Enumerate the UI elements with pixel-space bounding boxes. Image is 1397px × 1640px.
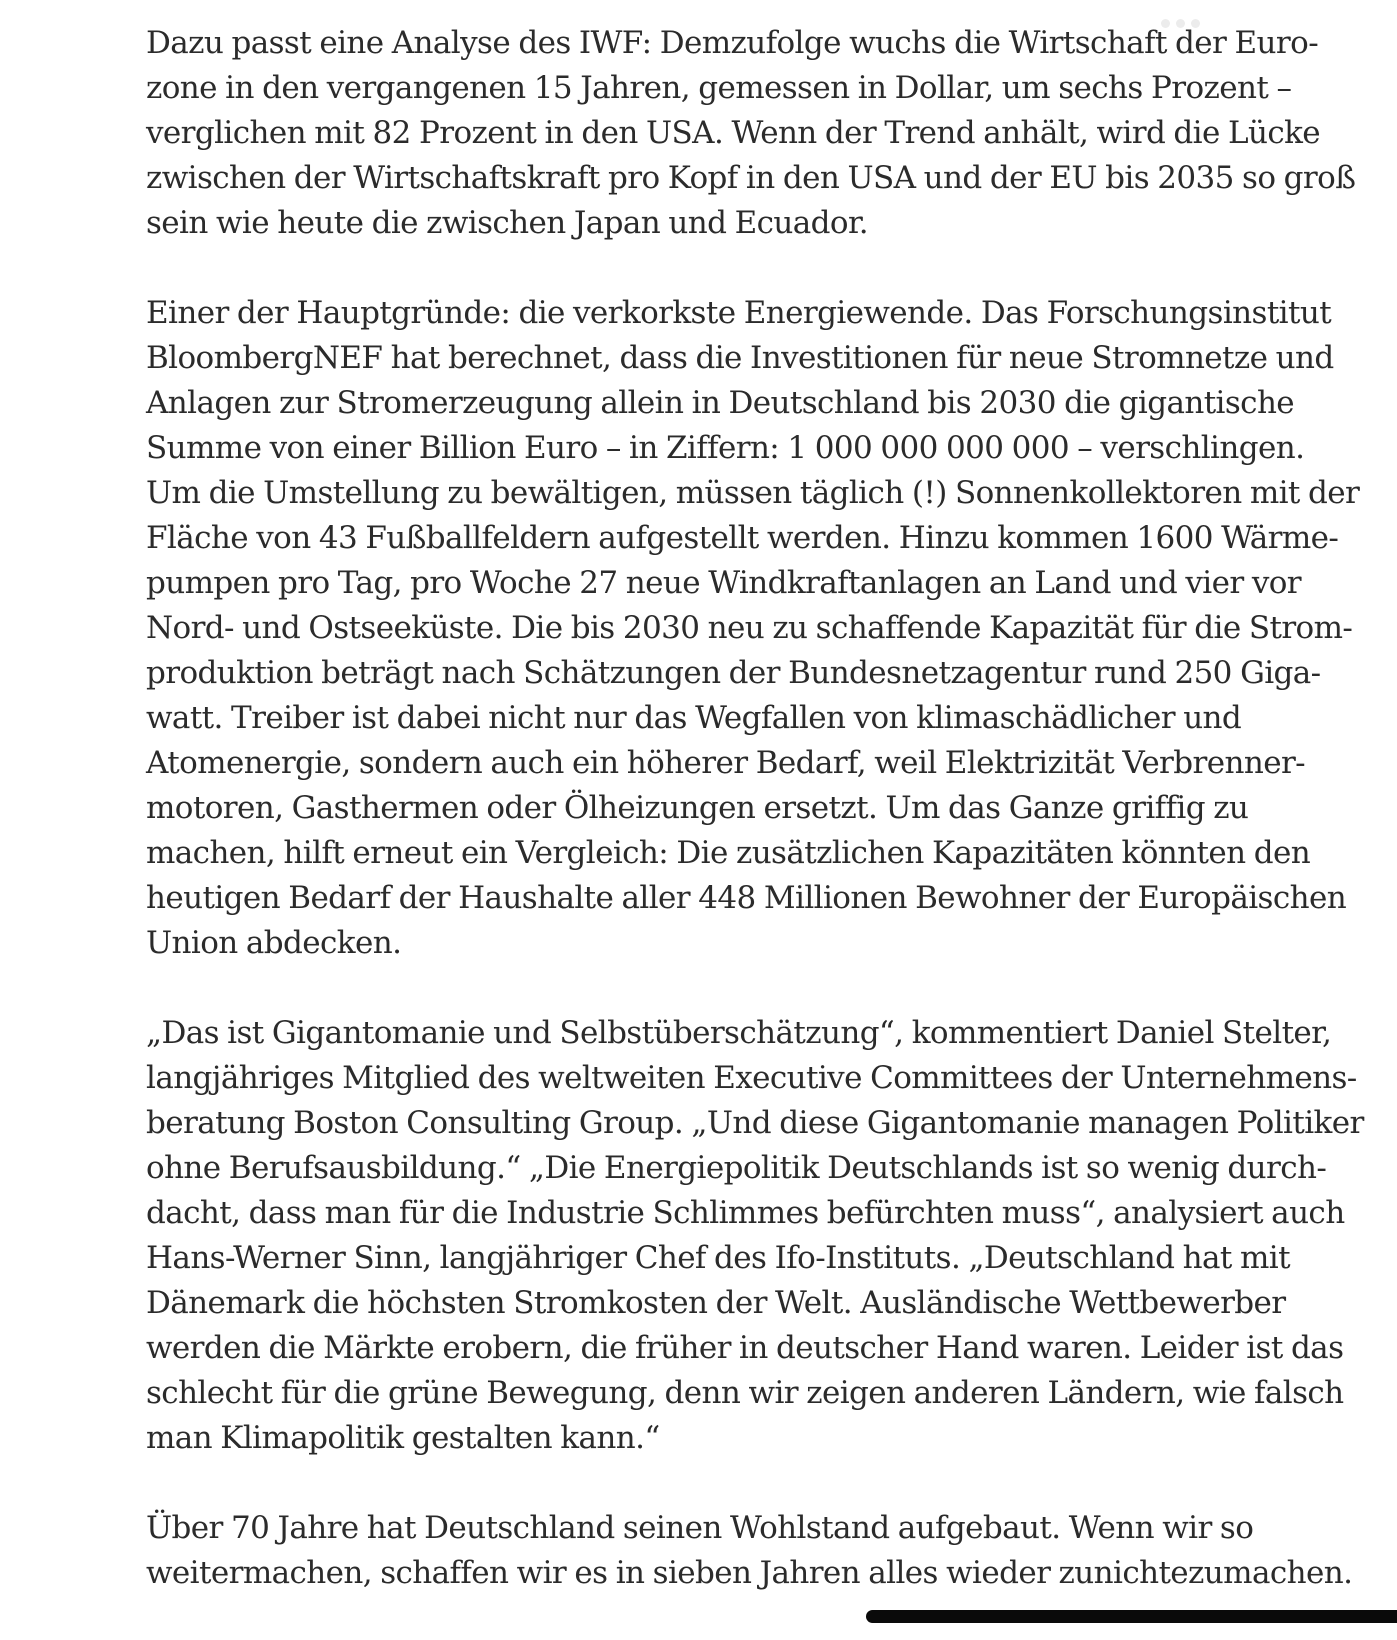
paragraph-3 xyxy=(146,1011,1366,1461)
text-line: verglichen mit 82 Prozent in den USA. Wenn der Trend anhält, wird die Lücke xyxy=(146,115,1321,151)
text-line: Dazu passt eine Analyse des IWF: Demzufolge wuchs die Wirtschaft der Euro- xyxy=(146,25,1319,61)
text-line: Atomenergie, sondern auch ein höherer Bedarf, weil Elektrizität Verbrenner- xyxy=(146,745,1306,781)
text-line: sein wie heute die zwischen Japan und Ecuador. xyxy=(146,205,869,241)
text-line: beratung Boston Consulting Group. „Und diese Gigantomanie managen Politiker xyxy=(146,1105,1364,1141)
text-line: „Das ist Gigantomanie und Selbstüberschätzung“, kommentiert Daniel Stelter, xyxy=(146,1015,1332,1051)
text-line: Summe von einer Billion Euro – in Ziffern: 1 000 000 000 000 – verschlingen. xyxy=(146,430,1305,466)
paragraph-1 xyxy=(146,21,1366,246)
home-indicator[interactable] xyxy=(866,1610,1397,1623)
text-line: Einer der Hauptgründe: die verkorkste Energiewende. Das Forschungsinstitut xyxy=(146,295,1332,331)
text-line: ohne Berufsausbildung.“ „Die Energiepolitik Deutschlands ist so wenig durch- xyxy=(146,1150,1327,1186)
text-line: Nord- und Ostseeküste. Die bis 2030 neu zu schaffende Kapazität für die Strom- xyxy=(146,610,1353,646)
paragraph-2 xyxy=(146,291,1366,966)
text-line: produktion beträgt nach Schätzungen der Bundesnetzagentur rund 250 Giga- xyxy=(146,655,1321,691)
text-line: Fläche von 43 Fußballfeldern aufgestellt werden. Hinzu kommen 1600 Wärme- xyxy=(146,520,1339,556)
text-line: machen, hilft erneut ein Vergleich: Die zusätzlichen Kapazitäten könnten den xyxy=(146,835,1311,871)
text-line: Dänemark die höchsten Stromkosten der Welt. Ausländische Wettbewerber xyxy=(146,1285,1286,1321)
article-body xyxy=(146,21,1366,1596)
text-line: werden die Märkte erobern, die früher in deutscher Hand waren. Leider ist das xyxy=(146,1330,1344,1366)
paragraph-4 xyxy=(146,1506,1366,1596)
text-line: schlecht für die grüne Bewegung, denn wir zeigen anderen Ländern, wie falsch xyxy=(146,1375,1344,1411)
text-line: dacht, dass man für die Industrie Schlimmes befürchten muss“, analysiert auch xyxy=(146,1195,1345,1231)
text-line: heutigen Bedarf der Haushalte aller 448 Millionen Bewohner der Europäischen xyxy=(146,880,1347,916)
text-line: Union abdecken. xyxy=(146,925,402,961)
text-line: Anlagen zur Stromerzeugung allein in Deutschland bis 2030 die gigantische xyxy=(146,385,1295,421)
text-line: watt. Treiber ist dabei nicht nur das Wegfallen von klimaschädlicher und xyxy=(146,700,1242,736)
text-line: Über 70 Jahre hat Deutschland seinen Wohlstand aufgebaut. Wenn wir so xyxy=(146,1510,1254,1546)
text-line: Um die Umstellung zu bewältigen, müssen täglich (!) Sonnenkollektoren mit der xyxy=(146,475,1360,511)
text-line: Hans-Werner Sinn, langjähriger Chef des Ifo-Instituts. „Deutschland hat mit xyxy=(146,1240,1290,1276)
text-line: pumpen pro Tag, pro Woche 27 neue Windkraftanlagen an Land und vier vor xyxy=(146,565,1302,601)
text-line: weitermachen, schaffen wir es in sieben Jahren alles wieder zunichtezumachen. xyxy=(146,1555,1353,1591)
text-line: man Klimapolitik gestalten kann.“ xyxy=(146,1420,660,1456)
text-line: langjähriges Mitglied des weltweiten Executive Committees der Unternehmens- xyxy=(146,1060,1357,1096)
text-line: BloombergNEF hat berechnet, dass die Investitionen für neue Stromnetze und xyxy=(146,340,1334,376)
text-line: zone in den vergangenen 15 Jahren, gemessen in Dollar, um sechs Prozent – xyxy=(146,70,1292,106)
text-line: motoren, Gasthermen oder Ölheizungen ersetzt. Um das Ganze griffig zu xyxy=(146,790,1249,826)
text-line: zwischen der Wirtschaftskraft pro Kopf in den USA und der EU bis 2035 so groß xyxy=(146,160,1356,196)
